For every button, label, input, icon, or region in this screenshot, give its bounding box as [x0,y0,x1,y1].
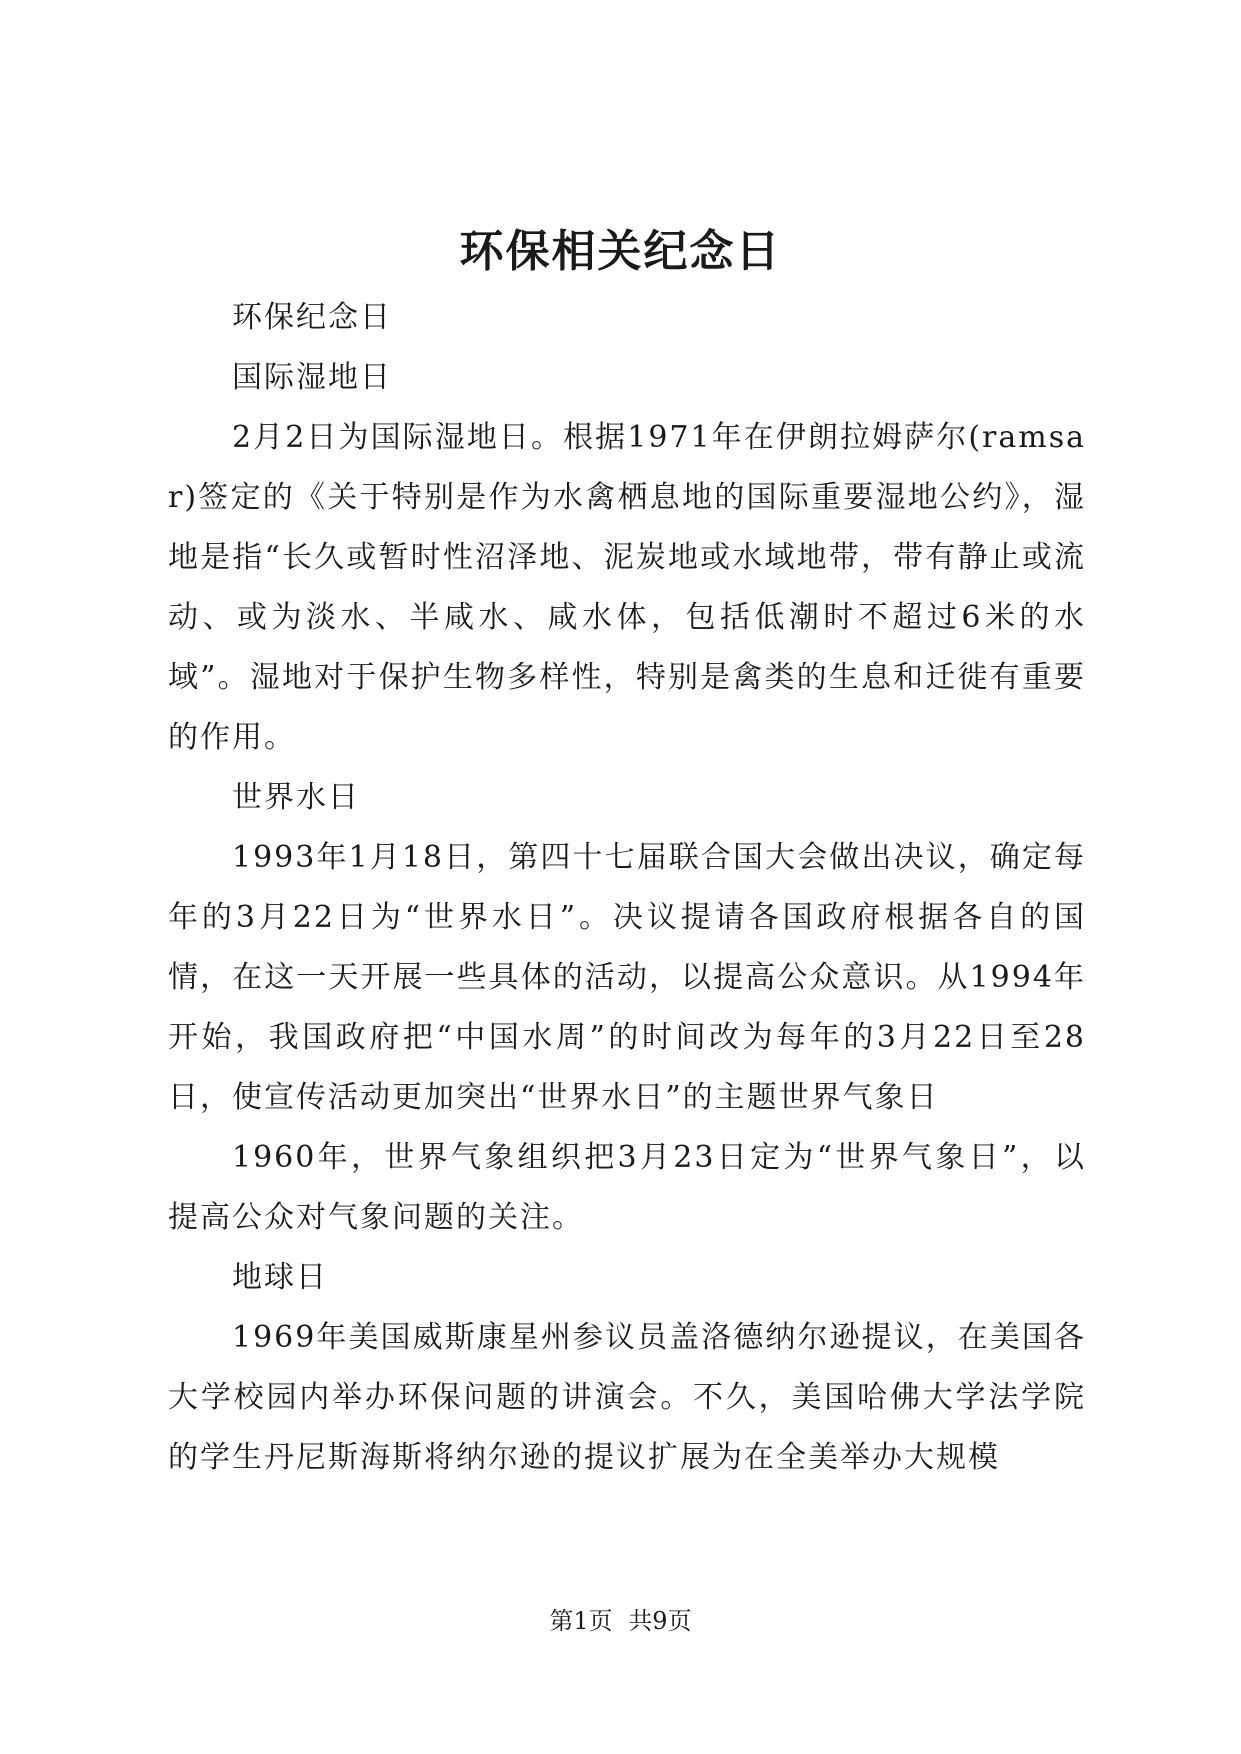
section-heading-environmental-days: 环保纪念日 [232,300,392,335]
section-heading-wetland-day: 国际湿地日 [232,360,392,395]
paragraph-wetland-day: 2月2日为国际湿地日。根据1971年在伊朗拉姆萨尔(ramsar)签定的《关于特别是作为水禽栖息地的国际重要湿地公约》，湿地是指“长久或暂时性沼泽地、泥炭地或水域地带，带有静止或流动、或为淡水、半咸水、咸水体，包括低潮时不超过6米的水域”。湿地对于保护生物多样性，特别是禽类的生息和迁徙有重要的作用。 [168,420,1086,755]
page-number: 第1页 [549,1607,613,1635]
document-body [168,288,1086,1488]
page-footer [0,1605,1241,1637]
paragraph-meteorological-day: 1960年，世界气象组织把3月23日定为“世界气象日”，以提高公众对气象问题的关注。 [168,1140,1086,1235]
section-heading-earth-day: 地球日 [232,1260,328,1295]
document-title: 环保相关纪念日 [459,226,782,277]
paragraph-earth-day: 1969年美国威斯康星州参议员盖洛德纳尔逊提议，在美国各大学校园内举办环保问题的讲演会。不久，美国哈佛大学法学院的学生丹尼斯海斯将纳尔逊的提议扩展为在全美举办大规模 [168,1320,1086,1475]
section-heading-water-day: 世界水日 [232,780,360,815]
paragraph-water-day: 1993年1月18日，第四十七届联合国大会做出决议，确定每年的3月22日为“世界水日”。决议提请各国政府根据各自的国情，在这一天开展一些具体的活动，以提高公众意识。从1994年开始，我国政府把“中国水周”的时间改为每年的3月22日至28日，使宣传活动更加突出“世界水日”的主题世界气象日 [168,840,1086,1115]
page-total: 共9页 [628,1607,692,1635]
